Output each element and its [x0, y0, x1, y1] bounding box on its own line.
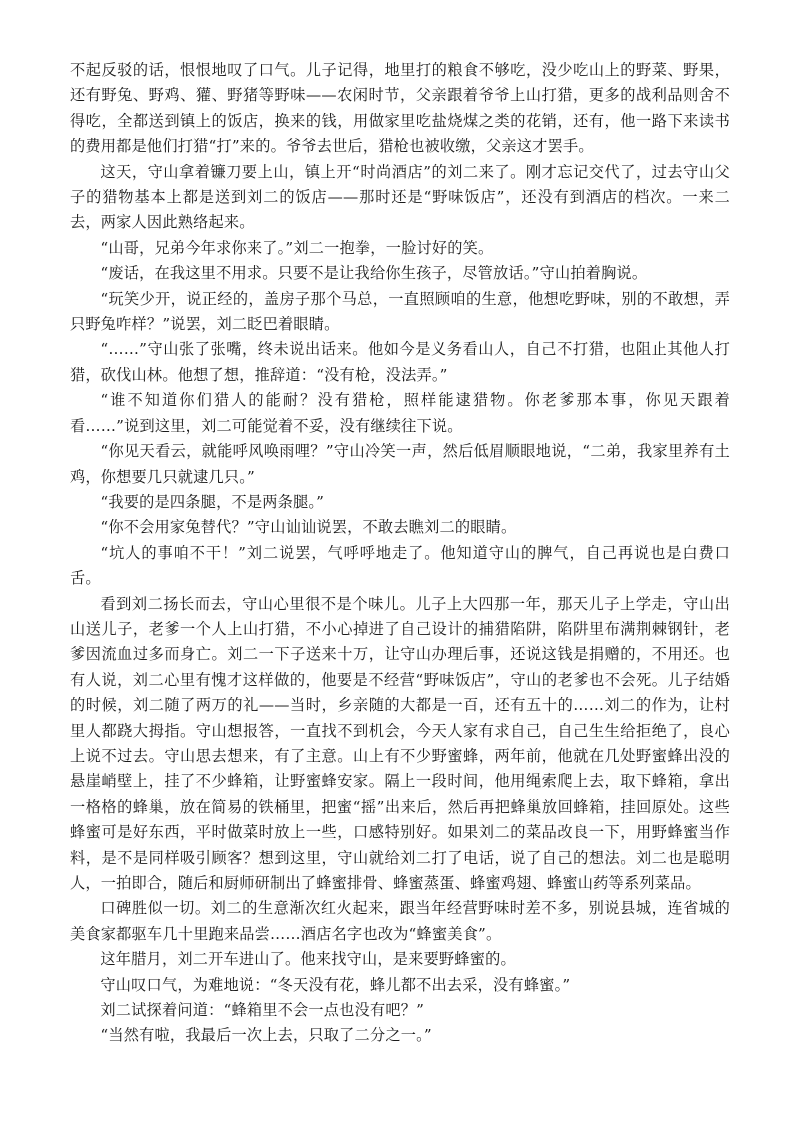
paragraph: “你不会用家兔替代？”守山讪讪说罢，不敢去瞧刘二的眼睛。 [100, 518, 517, 537]
paragraph: “……”守山张了张嘴，终未说出话来。他如今是义务看山人，自己不打猎，也阻止其他人打猎，砍伐山林。他想了想，推辞道：“没有枪，没法弄。” [70, 340, 730, 384]
paragraph: 不起反驳的话，恨恨地叹了口气。儿子记得，地里打的粮食不够吃，没少吃山上的野菜、野果，还有野兔、野鸡、獾、野猪等野味——农闲时节，父亲跟着爷爷上山打猎，更多的战利品则舍不得吃，全都送到镇上的饭店，换来的钱，用做家里吃盐烧煤之类的花销，还有，他一路下来读书的费用都是他们打猎“打”来的。爷爷去世后，猎枪也被收缴，父亲这才罢手。 [70, 61, 730, 156]
paragraph: “玩笑少开，说正经的，盖房子那个马总，一直照顾咱的生意，他想吃野味，别的不敢想，弄只野兔咋样？”说罢，刘二眨巴着眼睛。 [70, 289, 730, 334]
paragraph: “你见天看云，就能呼风唤雨哩？”守山冷笑一声，然后低眉顺眼地说，“二弟，我家里养有土鸡，你想要几只就逮几只。” [70, 442, 730, 486]
paragraph: 看到刘二扬长而去，守山心里很不是个味儿。儿子上大四那一年，那天儿子上学走，守山出山送儿子，老爹一个人上山打猎，不小心掉进了自己设计的捕猎陷阱，陷阱里布满荆棘钢针，老爹因流血过多而身亡。刘二一下子送来十万，让守山办理后事，还说这钱是捐赠的，不用还。也有人说，刘二心里有愧才这样做的，他要是不经营“野味饭店”，守山的老爹也不会死。儿子结婚的时候，刘二随了两万的礼——当时，乡亲随的大都是一百，还有五十的……刘二的作为，让村里人都跷大拇指。守山想报答，一直找不到机会，今天人家有求自己，自己生生给拒绝了，良心上说不过去。守山思去想来，有了主意。山上有不少野蜜蜂，两年前，他就在几处野蜜蜂出没的悬崖峭壁上，挂了不少蜂箱，让野蜜蜂安家。隔上一段时间，他用绳索爬上去，取下蜂箱，拿出一格格的蜂巢，放在简易的铁桶里，把蜜“摇”出来后，然后再把蜂巢放回蜂箱，挂回原处。这些蜂蜜可是好东西，平时做菜时放上一些，口感特别好。如果刘二的菜品改良一下，用野蜂蜜当作料，是不是同样吸引顾客？想到这里，守山就给刘二打了电话，说了自己的想法。刘二也是聪明人，一拍即合，随后和厨师研制出了蜂蜜排骨、蜂蜜蒸蛋、蜂蜜鸡翅、蜂蜜山药等系列菜品。 [70, 594, 730, 892]
paragraph: 这年腊月，刘二开车进山了。他来找守山，是来要野蜂蜜的。 [100, 950, 516, 969]
paragraph: “山哥，兄弟今年求你来了。”刘二一抱拳，一脸讨好的笑。 [100, 238, 494, 257]
document-page [70, 58, 730, 1049]
paragraph: 口碑胜似一切。刘二的生意渐次红火起来，跟当年经营野味时差不多，别说县城，连省城的美食家都驱车几十里跑来品尝……酒店名字也改为“蜂蜜美食”。 [70, 899, 730, 943]
paragraph: “谁不知道你们猎人的能耐？没有猎枪，照样能逮猎物。你老爹那本事，你见天跟着看……”说到这里，刘二可能觉着不妥，没有继续往下说。 [70, 391, 730, 435]
paragraph: “废话，在我这里不用求。只要不是让我给你生孩子，尽管放话。”守山拍着胸说。 [100, 264, 648, 283]
paragraph: 守山叹口气，为难地说：“冬天没有花，蜂儿都不出去采，没有蜂蜜。” [100, 975, 571, 994]
paragraph: “坑人的事咱不干！”刘二说罢，气呼呼地走了。他知道守山的脾气，自己再说也是白费口舌。 [70, 543, 730, 588]
paragraph: “当然有啦，我最后一次上去，只取了二分之一。” [100, 1026, 432, 1045]
paragraph: 这天，守山拿着镰刀要上山，镇上开“时尚酒店”的刘二来了。刚才忘记交代了，过去守山父子的猎物基本上都是送到刘二的饭店——那时还是“野味饭店”，还没有到酒店的档次。一来二去，两家人因此熟络起来。 [70, 162, 730, 232]
paragraph: “我要的是四条腿，不是两条腿。” [100, 492, 325, 511]
paragraph: 刘二试探着问道：“蜂箱里不会一点也没有吧？” [100, 1001, 425, 1020]
